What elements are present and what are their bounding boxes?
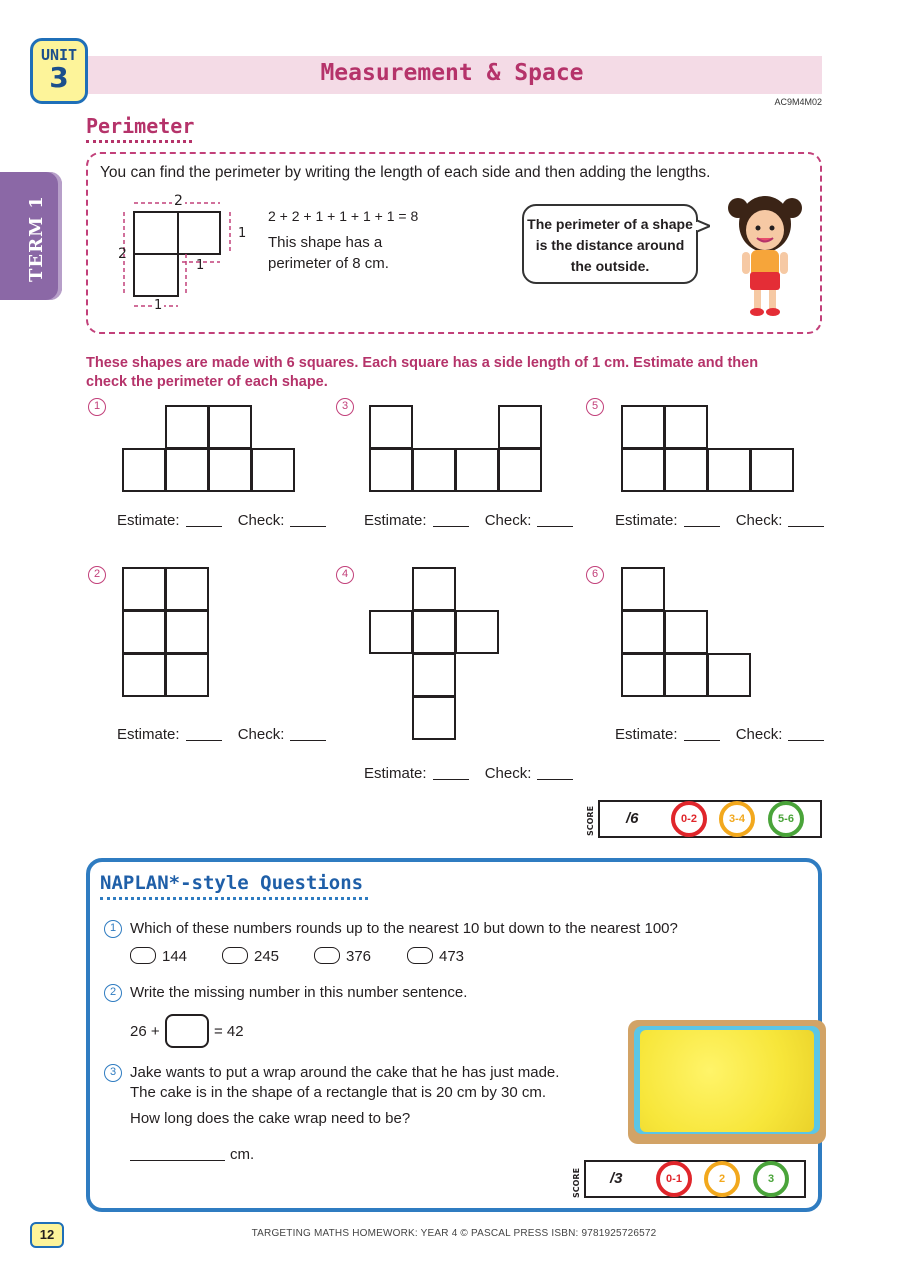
estimate-blank[interactable] <box>186 740 222 741</box>
option-1[interactable] <box>130 947 187 965</box>
estimate-label: Estimate: <box>117 512 180 529</box>
option-3[interactable] <box>314 947 371 965</box>
section-heading: Perimeter <box>86 114 195 138</box>
equation-left: 26 + <box>130 1023 160 1040</box>
check-label: Check: <box>735 512 783 529</box>
score-band-mid: 3-4 <box>719 801 755 837</box>
curriculum-code: AC9M4M02 <box>774 97 822 107</box>
check-label: Check: <box>237 726 285 743</box>
naplan-question-number: 3 <box>104 1064 122 1082</box>
answer-blank[interactable] <box>130 1160 225 1161</box>
score-value: /3 <box>610 1170 623 1187</box>
estimate-label: Estimate: <box>615 726 678 743</box>
naplan-question-number: 2 <box>104 984 122 1002</box>
radio-oval[interactable] <box>222 947 248 964</box>
check-label: Check: <box>484 512 532 529</box>
naplan-q3-line2: The cake is in the shape of a rectangle that is 20 cm by 30 cm. <box>130 1084 547 1101</box>
option-label: 473 <box>439 948 465 965</box>
question-number: 2 <box>88 566 106 584</box>
option-label: 245 <box>254 948 280 965</box>
check-blank[interactable] <box>788 526 824 527</box>
naplan-title: NAPLAN*-style Questions <box>100 872 364 894</box>
naplan-q1-text: Which of these numbers rounds up to the nearest 10 but down to the nearest 100? <box>130 920 678 937</box>
score-label: SCORE <box>586 805 595 836</box>
estimate-blank[interactable] <box>684 526 720 527</box>
question-number: 4 <box>336 566 354 584</box>
instructions: These shapes are made with 6 squares. Each square has a side length of 1 cm. Estimate and then check the perimeter of each shape. <box>86 355 759 390</box>
option-4[interactable] <box>407 947 464 965</box>
estimate-blank[interactable] <box>433 779 469 780</box>
estimate-label: Estimate: <box>364 512 427 529</box>
shape-note: This shape has a perimeter of 8 cm. <box>268 234 389 272</box>
dim-bottom: 1 <box>154 298 163 313</box>
unit-badge <box>30 38 88 104</box>
option-2[interactable] <box>222 947 279 965</box>
check-blank[interactable] <box>290 740 326 741</box>
cake-photo <box>628 1020 826 1144</box>
page-number: 12 <box>30 1222 64 1248</box>
naplan-underline <box>100 897 368 900</box>
naplan-q2-text: Write the missing number in this number sentence. <box>130 984 468 1001</box>
answer-row-6 <box>615 726 824 743</box>
dim-right-step: 1 <box>196 258 205 273</box>
option-label: 144 <box>162 948 188 965</box>
page-title: Measurement & Space <box>320 60 584 86</box>
unit-label: UNIT <box>40 46 78 64</box>
naplan-q3-line3: How long does the cake wrap need to be? <box>130 1110 411 1127</box>
question-number: 5 <box>586 398 604 416</box>
radio-oval[interactable] <box>130 947 156 964</box>
answer-row-4 <box>364 765 573 782</box>
answer-row-3 <box>364 512 573 529</box>
example-shape <box>112 192 252 318</box>
dim-right-top: 1 <box>238 226 247 241</box>
score-band-low: 0-2 <box>671 801 707 837</box>
score-band-mid: 2 <box>704 1161 740 1197</box>
estimate-blank[interactable] <box>186 526 222 527</box>
unit-number: 3 <box>49 61 69 94</box>
missing-number-box[interactable] <box>165 1014 209 1048</box>
equation-right: = 42 <box>214 1023 244 1040</box>
score-label: SCORE <box>572 1167 581 1198</box>
intro-text: You can find the perimeter by writing the length of each side and then adding the lengths. <box>100 164 711 181</box>
term-label: TERM 1 <box>26 195 47 282</box>
option-label: 376 <box>346 948 372 965</box>
dim-top: 2 <box>174 193 183 209</box>
answer-unit: cm. <box>230 1146 255 1163</box>
radio-oval[interactable] <box>407 947 433 964</box>
check-label: Check: <box>237 512 285 529</box>
check-label: Check: <box>484 765 532 782</box>
answer-row-2 <box>117 726 326 743</box>
estimate-label: Estimate: <box>615 512 678 529</box>
sum-line: 2 + 2 + 1 + 1 + 1 + 1 = 8 <box>268 208 419 224</box>
estimate-blank[interactable] <box>433 526 469 527</box>
check-blank[interactable] <box>537 526 573 527</box>
bubble-text: The perimeter of a shape is the distance around the outside. <box>527 216 693 274</box>
check-blank[interactable] <box>537 779 573 780</box>
naplan-q3-line1: Jake wants to put a wrap around the cake that he has just made. <box>130 1064 560 1081</box>
estimate-label: Estimate: <box>364 765 427 782</box>
score-band-high: 5-6 <box>768 801 804 837</box>
naplan-question-number: 1 <box>104 920 122 938</box>
footer-text: TARGETING MATHS HOMEWORK: YEAR 4 © PASCAL PRESS ISBN: 9781925726572 <box>251 1228 657 1239</box>
check-blank[interactable] <box>290 526 326 527</box>
speech-bubble <box>522 204 698 284</box>
girl-illustration <box>720 188 810 320</box>
dim-left: 2 <box>118 246 127 262</box>
score-band-low: 0-1 <box>656 1161 692 1197</box>
answer-row-1 <box>117 512 326 529</box>
radio-oval[interactable] <box>314 947 340 964</box>
check-blank[interactable] <box>788 740 824 741</box>
question-number: 6 <box>586 566 604 584</box>
estimate-blank[interactable] <box>684 740 720 741</box>
score-value: /6 <box>626 810 639 827</box>
question-number: 1 <box>88 398 106 416</box>
estimate-label: Estimate: <box>117 726 180 743</box>
score-band-high: 3 <box>753 1161 789 1197</box>
check-label: Check: <box>735 726 783 743</box>
heading-underline <box>86 140 192 143</box>
question-number: 3 <box>336 398 354 416</box>
bubble-tail <box>696 218 710 234</box>
answer-row-5 <box>615 512 824 529</box>
